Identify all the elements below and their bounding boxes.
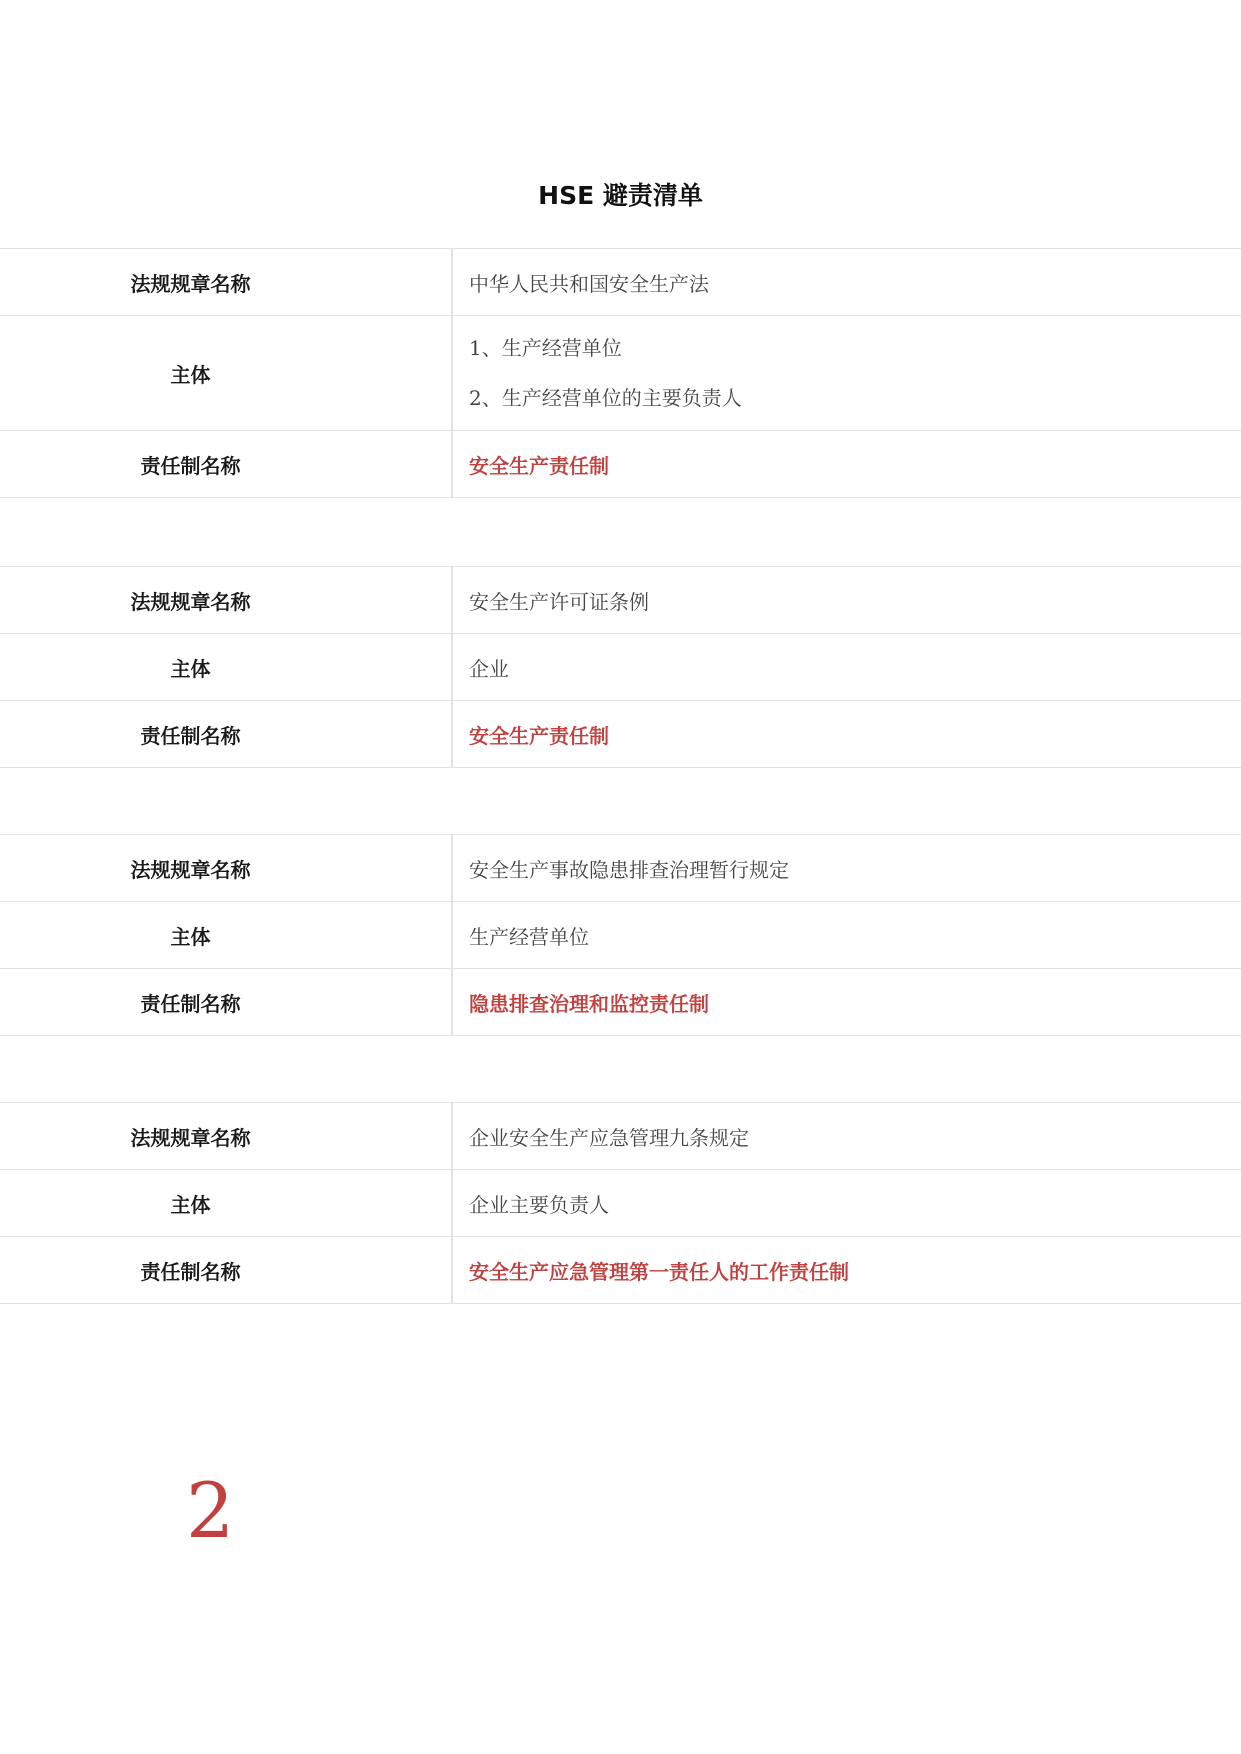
section-table-1	[0, 248, 1241, 498]
table-row-responsibility	[0, 701, 1241, 768]
table-row-responsibility	[0, 1237, 1241, 1304]
law-label: 法规规章名称	[0, 567, 452, 634]
responsibility-label: 责任制名称	[0, 701, 452, 768]
law-label: 法规规章名称	[0, 835, 452, 902]
section-table-3	[0, 834, 1241, 1036]
subject-value: 企业主要负责人	[452, 1170, 1241, 1237]
responsibility-label: 责任制名称	[0, 431, 452, 498]
law-value: 安全生产事故隐患排查治理暂行规定	[452, 835, 1241, 902]
subject-label: 主体	[0, 902, 452, 969]
table-row-law	[0, 249, 1241, 316]
table-row-subject	[0, 316, 1241, 431]
subject-line-1: 1、生产经营单位	[469, 336, 622, 360]
law-label: 法规规章名称	[0, 249, 452, 316]
table-row-law	[0, 1103, 1241, 1170]
subject-label: 主体	[0, 634, 452, 701]
responsibility-value: 安全生产责任制	[452, 431, 1241, 498]
table-row-law	[0, 835, 1241, 902]
subject-label: 主体	[0, 316, 452, 431]
law-value: 安全生产许可证条例	[452, 567, 1241, 634]
table-row-responsibility	[0, 969, 1241, 1036]
responsibility-value: 安全生产应急管理第一责任人的工作责任制	[452, 1237, 1241, 1304]
law-value: 企业安全生产应急管理九条规定	[452, 1103, 1241, 1170]
table-row-law	[0, 567, 1241, 634]
table-row-responsibility	[0, 431, 1241, 498]
table-row-subject	[0, 1170, 1241, 1237]
section-table-4	[0, 1102, 1241, 1304]
responsibility-value: 隐患排查治理和监控责任制	[452, 969, 1241, 1036]
document-title: HSE 避责清单	[538, 181, 703, 210]
responsibility-value: 安全生产责任制	[452, 701, 1241, 768]
subject-line-2: 2、生产经营单位的主要负责人	[469, 386, 742, 410]
subject-value	[452, 316, 1241, 431]
table-row-subject	[0, 902, 1241, 969]
law-value: 中华人民共和国安全生产法	[452, 249, 1241, 316]
page-number: 2	[186, 1466, 235, 1555]
responsibility-label: 责任制名称	[0, 1237, 452, 1304]
section-table-2	[0, 566, 1241, 768]
subject-value: 生产经营单位	[452, 902, 1241, 969]
subject-label: 主体	[0, 1170, 452, 1237]
table-row-subject	[0, 634, 1241, 701]
responsibility-label: 责任制名称	[0, 969, 452, 1036]
law-label: 法规规章名称	[0, 1103, 452, 1170]
subject-value: 企业	[452, 634, 1241, 701]
